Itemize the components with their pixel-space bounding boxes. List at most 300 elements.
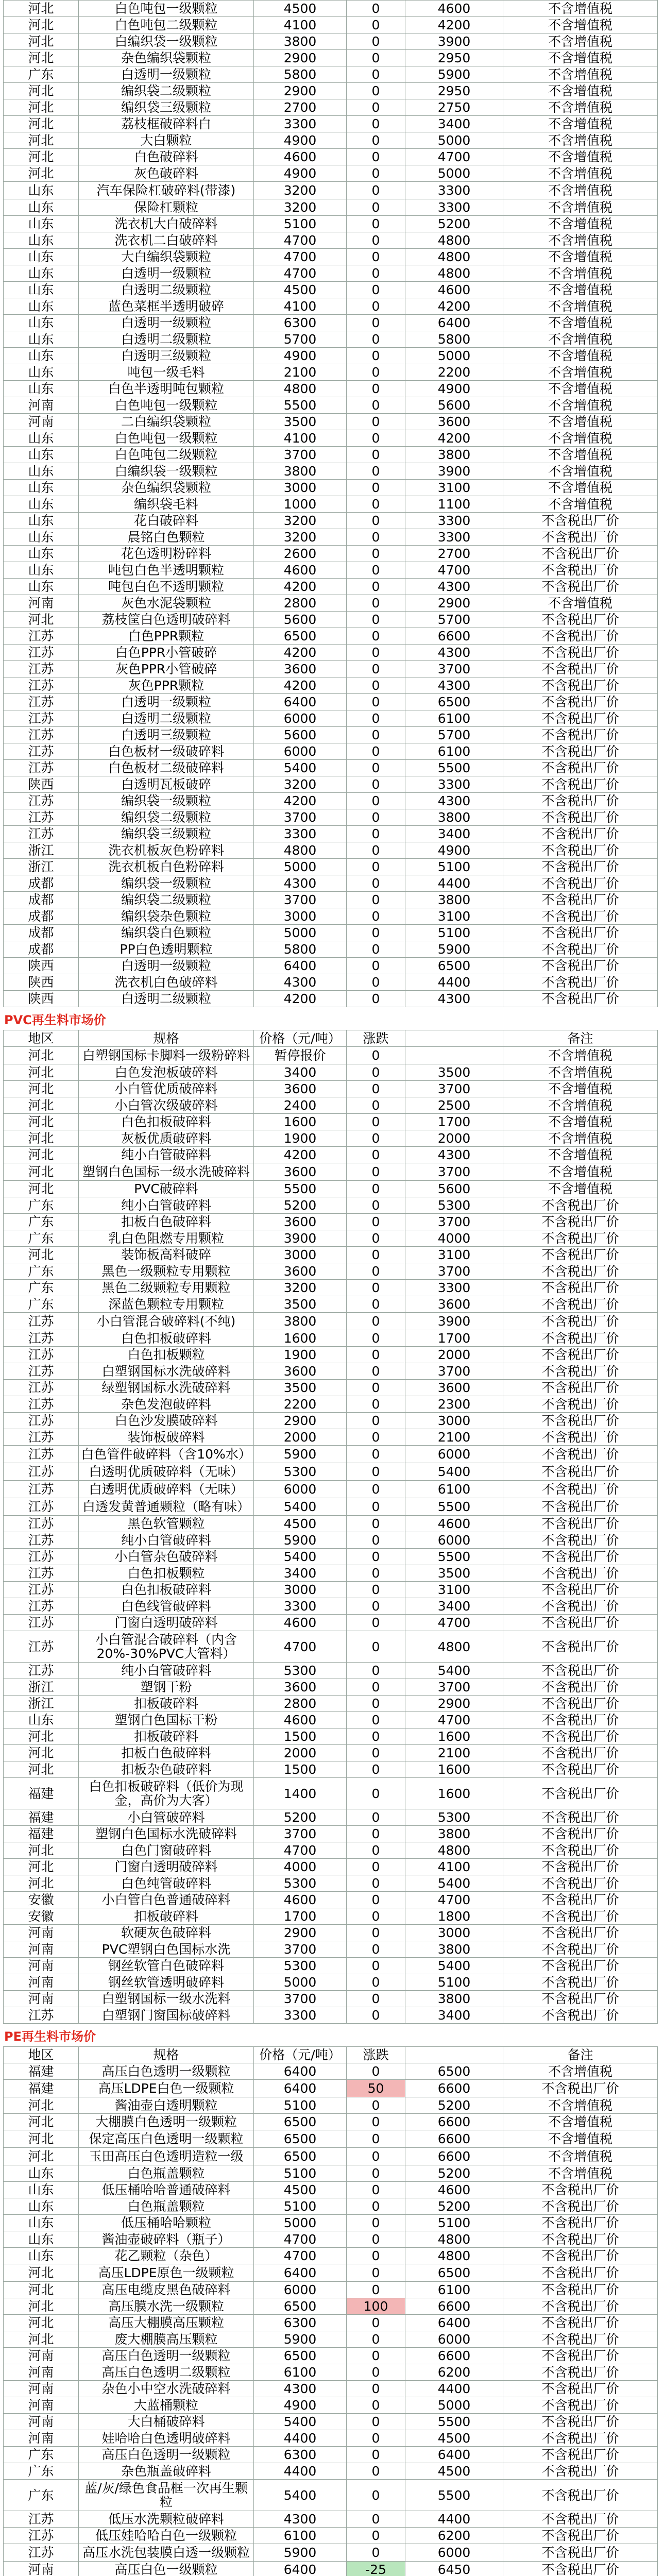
change-cell: 0: [347, 974, 405, 991]
region-cell: 江苏: [4, 2007, 79, 2024]
region-cell: 江苏: [4, 1396, 79, 1413]
spec-cell: 高压LDPE原色一级颗粒: [79, 2264, 254, 2282]
region-cell: 江苏: [4, 1631, 79, 1663]
price-high-cell: 6000: [405, 2544, 503, 2562]
remark-cell: 不含税出厂价: [503, 612, 658, 628]
spec-cell: 编织袋三级颗粒: [79, 99, 254, 116]
region-cell: 江苏: [4, 1330, 79, 1347]
region-cell: 河南: [4, 1974, 79, 1991]
remark-cell: 不含税出厂价: [503, 1380, 658, 1396]
price-high-cell: 4700: [405, 1615, 503, 1631]
change-cell: 0: [347, 941, 405, 958]
table-row: [4, 430, 658, 447]
price-cell: 5500: [254, 1181, 347, 1197]
remark-cell: 不含增值税: [503, 1097, 658, 1114]
change-cell: 0: [347, 1429, 405, 1446]
region-cell: 河北: [4, 33, 79, 50]
table-row: [4, 1826, 658, 1842]
column-header: [405, 1030, 503, 1047]
region-cell: 山东: [4, 282, 79, 298]
remark-cell: 不含税出厂价: [503, 1429, 658, 1446]
price-cell: 4300: [254, 974, 347, 991]
change-cell: 0: [347, 1565, 405, 1582]
change-cell: 0: [347, 1230, 405, 1247]
remark-cell: 不含税出厂价: [503, 809, 658, 826]
change-cell: 0: [347, 2463, 405, 2480]
spec-cell: 白编织袋一级颗粒: [79, 33, 254, 50]
region-cell: 广东: [4, 1214, 79, 1230]
remark-cell: 不含税出厂价: [503, 1463, 658, 1481]
spec-cell: 低压娃哈哈白色一级颗粒: [79, 2528, 254, 2544]
region-cell: 山东: [4, 562, 79, 579]
spec-cell: 高压白色透明一级颗粒: [79, 2447, 254, 2463]
region-cell: 江苏: [4, 677, 79, 694]
spec-cell: 白塑钢国标卡脚料一级粉碎料: [79, 1047, 254, 1064]
spec-cell: 白色门窗破碎料: [79, 1842, 254, 1859]
region-cell: 陕西: [4, 991, 79, 1007]
remark-cell: 不含税出厂价: [503, 826, 658, 842]
price-high-cell: 4800: [405, 249, 503, 265]
price-high-cell: 3300: [405, 513, 503, 529]
table-row: [4, 1712, 658, 1728]
table-row: [4, 1761, 658, 1778]
spec-cell: 白色吨包一级颗粒: [79, 1, 254, 17]
change-cell: 0: [347, 1064, 405, 1081]
spec-cell: 大蓝桶颗粒: [79, 2397, 254, 2414]
change-cell: 0: [347, 2397, 405, 2414]
change-cell: 50: [347, 2080, 405, 2097]
table-row: [4, 1745, 658, 1761]
remark-cell: 不含税出厂价: [503, 1446, 658, 1463]
remark-cell: 不含税出厂价: [503, 1396, 658, 1413]
region-cell: 江苏: [4, 1663, 79, 1679]
price-high-cell: 4200: [405, 430, 503, 447]
price-high-cell: 6500: [405, 958, 503, 974]
change-cell: 0: [347, 17, 405, 33]
remark-cell: 不含税出厂价: [503, 2480, 658, 2511]
region-cell: 河南: [4, 2348, 79, 2364]
change-cell: 0: [347, 430, 405, 447]
price-cell: 3000: [254, 1582, 347, 1598]
price-cell: 4900: [254, 165, 347, 182]
region-cell: 山东: [4, 430, 79, 447]
price-high-cell: 1600: [405, 1728, 503, 1745]
table-row: [4, 2447, 658, 2463]
spec-cell: 大白颗粒: [79, 132, 254, 149]
remark-cell: 不含税出厂价: [503, 1363, 658, 1380]
spec-cell: 白编织袋一级颗粒: [79, 463, 254, 480]
remark-cell: 不含增值税: [503, 1047, 658, 1064]
region-cell: 山东: [4, 2182, 79, 2198]
remark-cell: 不含税出厂价: [503, 2463, 658, 2480]
price-cell: 5200: [254, 1197, 347, 1214]
change-cell: 0: [347, 859, 405, 875]
price-high-cell: 2200: [405, 364, 503, 381]
spec-cell: 灰色PPR小管破碎: [79, 661, 254, 677]
price-high-cell: 4100: [405, 1859, 503, 1875]
price-high-cell: 2950: [405, 50, 503, 66]
region-cell: 河北: [4, 1842, 79, 1859]
change-cell: 0: [347, 1181, 405, 1197]
change-cell: 0: [347, 2130, 405, 2148]
region-cell: 江苏: [4, 661, 79, 677]
price-high-cell: 2300: [405, 1396, 503, 1413]
table-row: [4, 1481, 658, 1498]
table-row: [4, 1498, 658, 1516]
spec-cell: 编织袋二级颗粒: [79, 83, 254, 99]
change-cell: 0: [347, 1908, 405, 1925]
remark-cell: 不含税出厂价: [503, 727, 658, 743]
table-row: [4, 677, 658, 694]
remark-cell: 不含增值税: [503, 249, 658, 265]
price-cell: 1000: [254, 496, 347, 513]
remark-cell: 不含税出厂价: [503, 859, 658, 875]
price-high-cell: 5400: [405, 1875, 503, 1892]
remark-cell: 不含税出厂价: [503, 2182, 658, 2198]
price-high-cell: 6600: [405, 2130, 503, 2148]
table-row: [4, 2298, 658, 2315]
table-row: [4, 282, 658, 298]
price-high-cell: 5400: [405, 1463, 503, 1481]
remark-cell: 不含税出厂价: [503, 2381, 658, 2397]
spec-cell: 小白管次级破碎料: [79, 1097, 254, 1114]
remark-cell: 不含税出厂价: [503, 1413, 658, 1429]
spec-cell: 白色吨包二级颗粒: [79, 17, 254, 33]
table-row: [4, 1696, 658, 1712]
region-cell: 山东: [4, 315, 79, 331]
spec-cell: 灰色破碎料: [79, 165, 254, 182]
table-row: [4, 1958, 658, 1974]
change-cell: 0: [347, 727, 405, 743]
price-high-cell: 3000: [405, 1413, 503, 1429]
spec-cell: PVC塑钢白色国标水洗: [79, 1941, 254, 1958]
column-header: 规格: [79, 2047, 254, 2063]
spec-cell: 黑色软管颗粒: [79, 1516, 254, 1532]
table-row: [4, 1081, 658, 1097]
remark-cell: 不含增值税: [503, 99, 658, 116]
price-cell: 5200: [254, 1809, 347, 1826]
price-high-cell: 4700: [405, 1712, 503, 1728]
change-cell: 0: [347, 809, 405, 826]
spec-cell: 门窗白透明破碎料: [79, 1615, 254, 1631]
table-row: [4, 661, 658, 677]
price-cell: 3700: [254, 809, 347, 826]
remark-cell: 不含税出厂价: [503, 1859, 658, 1875]
region-cell: 浙江: [4, 1679, 79, 1696]
region-cell: 山东: [4, 579, 79, 595]
table-row: [4, 17, 658, 33]
change-cell: 0: [347, 463, 405, 480]
price-cell: 3600: [254, 1163, 347, 1181]
table-row: [4, 149, 658, 165]
price-cell: 2800: [254, 595, 347, 612]
price-cell: 4700: [254, 265, 347, 282]
table-row: [4, 1064, 658, 1081]
remark-cell: 不含增值税: [503, 216, 658, 232]
table-row: [4, 1247, 658, 1263]
price-cell: 3000: [254, 908, 347, 925]
region-cell: 河北: [4, 50, 79, 66]
remark-cell: 不含税出厂价: [503, 2562, 658, 2576]
table-row: [4, 628, 658, 645]
price-cell: 2800: [254, 1696, 347, 1712]
price-high-cell: 3700: [405, 1363, 503, 1380]
price-high-cell: 6600: [405, 2114, 503, 2130]
change-cell: 0: [347, 1081, 405, 1097]
price-high-cell: 4300: [405, 677, 503, 694]
remark-cell: 不含税出厂价: [503, 1582, 658, 1598]
change-cell: 0: [347, 1712, 405, 1728]
remark-cell: 不含税出厂价: [503, 1532, 658, 1549]
price-high-cell: 5900: [405, 66, 503, 83]
table-row: [4, 1429, 658, 1446]
price-cell: 3700: [254, 447, 347, 463]
change-cell: 0: [347, 1313, 405, 1330]
price-cell: 6300: [254, 2447, 347, 2463]
price-cell: 6400: [254, 2264, 347, 2282]
spec-cell: 白色板材二级破碎料: [79, 760, 254, 776]
price-high-cell: 2000: [405, 1130, 503, 1147]
change-cell: 0: [347, 2447, 405, 2463]
region-cell: 福建: [4, 1778, 79, 1809]
region-cell: 山东: [4, 381, 79, 397]
remark-cell: 不含增值税: [503, 2130, 658, 2148]
change-cell: 0: [347, 1728, 405, 1745]
price-high-cell: 5300: [405, 1197, 503, 1214]
price-high-cell: 6450: [405, 2562, 503, 2576]
price-cell: 3300: [254, 1598, 347, 1615]
spec-cell: 花乙颗粒（杂色）: [79, 2248, 254, 2264]
table-row: [4, 1380, 658, 1396]
remark-cell: 不含税出厂价: [503, 1598, 658, 1615]
price-table-pe: [3, 2046, 658, 2576]
region-cell: 江苏: [4, 694, 79, 710]
price-cell: 6100: [254, 2364, 347, 2381]
table-row: [4, 579, 658, 595]
change-cell: 0: [347, 1696, 405, 1712]
change-cell: 0: [347, 529, 405, 546]
remark-cell: 不含税出厂价: [503, 991, 658, 1007]
change-cell: 0: [347, 83, 405, 99]
table-row: [4, 1347, 658, 1363]
change-cell: 0: [347, 1114, 405, 1130]
price-cell: 3600: [254, 1214, 347, 1230]
change-cell: 0: [347, 50, 405, 66]
price-high-cell: 2900: [405, 1696, 503, 1712]
remark-cell: 不含税出厂价: [503, 1958, 658, 1974]
spec-cell: 黑色二级颗粒专用颗粒: [79, 1280, 254, 1296]
price-high-cell: 4800: [405, 265, 503, 282]
price-cell: 暂停报价: [254, 1047, 347, 1064]
table-row: [4, 875, 658, 892]
price-high-cell: 6100: [405, 743, 503, 760]
remark-cell: 不含增值税: [503, 1114, 658, 1130]
remark-cell: 不含税出厂价: [503, 760, 658, 776]
change-cell: 0: [347, 116, 405, 132]
price-high-cell: 2500: [405, 1097, 503, 1114]
price-high-cell: 4600: [405, 1, 503, 17]
region-cell: 河南: [4, 2414, 79, 2430]
section-title-pvc: PVC再生料市场价: [4, 1013, 106, 1027]
spec-cell: 灰板优质破碎料: [79, 1130, 254, 1147]
price-high-cell: 3800: [405, 1941, 503, 1958]
price-high-cell: 5500: [405, 760, 503, 776]
spec-cell: 小白管优质破碎料: [79, 1081, 254, 1097]
spec-cell: 高压白色透明一级颗粒: [79, 2348, 254, 2364]
table-row: [4, 595, 658, 612]
change-cell: 0: [347, 1296, 405, 1313]
region-cell: 江苏: [4, 793, 79, 809]
spec-cell: 编织袋二级颗粒: [79, 809, 254, 826]
remark-cell: 不含增值税: [503, 33, 658, 50]
price-high-cell: 4200: [405, 17, 503, 33]
price-high-cell: 1600: [405, 1761, 503, 1778]
price-high-cell: 3400: [405, 116, 503, 132]
table-row: [4, 991, 658, 1007]
change-cell: 0: [347, 826, 405, 842]
change-cell: 0: [347, 1280, 405, 1296]
region-cell: 江苏: [4, 760, 79, 776]
spec-cell: 编织袋白色颗粒: [79, 925, 254, 941]
remark-cell: 不含税出厂价: [503, 2215, 658, 2231]
spec-cell: 白色发泡板破碎料: [79, 1064, 254, 1081]
price-high-cell: 3100: [405, 1247, 503, 1263]
change-cell: 0: [347, 397, 405, 414]
region-cell: 山东: [4, 182, 79, 199]
remark-cell: 不含税出厂价: [503, 1991, 658, 2007]
change-cell: 0: [347, 2315, 405, 2331]
change-cell: 0: [347, 216, 405, 232]
region-cell: 山东: [4, 199, 79, 216]
table-row: [4, 199, 658, 216]
remark-cell: 不含税出厂价: [503, 2414, 658, 2430]
change-cell: 0: [347, 298, 405, 315]
spec-cell: 扣板杂色破碎料: [79, 1761, 254, 1778]
change-cell: 0: [347, 1679, 405, 1696]
spec-cell: 深蓝色颗粒专用颗粒: [79, 1296, 254, 1313]
price-cell: 5700: [254, 331, 347, 348]
column-header: 规格: [79, 1030, 254, 1047]
region-cell: 山东: [4, 2198, 79, 2215]
price-cell: 4900: [254, 132, 347, 149]
spec-cell: 白透明一级颗粒: [79, 958, 254, 974]
price-high-cell: 3700: [405, 1263, 503, 1280]
price-cell: 2900: [254, 1925, 347, 1941]
price-cell: 3200: [254, 776, 347, 793]
remark-cell: 不含增值税: [503, 1130, 658, 1147]
table-row: [4, 1263, 658, 1280]
region-cell: 福建: [4, 1826, 79, 1842]
remark-cell: 不含增值税: [503, 447, 658, 463]
remark-cell: 不含增值税: [503, 1147, 658, 1163]
price-cell: 4400: [254, 2430, 347, 2447]
price-high-cell: 5100: [405, 859, 503, 875]
price-high-cell: 4300: [405, 579, 503, 595]
price-cell: 3800: [254, 1313, 347, 1330]
change-cell: 0: [347, 331, 405, 348]
remark-cell: 不含税出厂价: [503, 1615, 658, 1631]
change-cell: 0: [347, 2231, 405, 2248]
price-cell: 1600: [254, 1114, 347, 1130]
change-cell: 0: [347, 1130, 405, 1147]
table-row: [4, 2182, 658, 2198]
price-high-cell: 5200: [405, 2097, 503, 2114]
change-cell: 0: [347, 1778, 405, 1809]
remark-cell: 不含税出厂价: [503, 892, 658, 908]
table-row: [4, 2080, 658, 2097]
region-cell: 广东: [4, 2447, 79, 2463]
price-cell: 6000: [254, 1481, 347, 1498]
table-row: [4, 99, 658, 116]
price-cell: 2700: [254, 99, 347, 116]
price-cell: 5300: [254, 1463, 347, 1481]
price-high-cell: 2950: [405, 83, 503, 99]
change-cell: 0: [347, 2148, 405, 2165]
price-high-cell: 5000: [405, 2397, 503, 2414]
price-cell: 4500: [254, 1, 347, 17]
table-row: [4, 2130, 658, 2148]
region-cell: 山东: [4, 331, 79, 348]
table-row: [4, 1214, 658, 1230]
price-cell: 6500: [254, 628, 347, 645]
table-row: [4, 480, 658, 496]
price-cell: 2100: [254, 364, 347, 381]
price-high-cell: 2900: [405, 595, 503, 612]
remark-cell: 不含税出厂价: [503, 1565, 658, 1582]
price-cell: 4300: [254, 875, 347, 892]
spec-cell: 高压大棚膜高压颗粒: [79, 2315, 254, 2331]
change-cell: 0: [347, 2097, 405, 2114]
spec-cell: 白透明优质破碎料（无味）: [79, 1463, 254, 1481]
price-high-cell: 5100: [405, 2215, 503, 2231]
price-cell: 4700: [254, 1842, 347, 1859]
spec-cell: 花白破碎料: [79, 513, 254, 529]
spec-cell: 白色破碎料: [79, 149, 254, 165]
change-cell: 0: [347, 480, 405, 496]
region-cell: 安徽: [4, 1892, 79, 1908]
region-cell: 山东: [4, 298, 79, 315]
remark-cell: 不含税出厂价: [503, 1347, 658, 1363]
region-cell: 山东: [4, 2165, 79, 2182]
remark-cell: 不含增值税: [503, 116, 658, 132]
spec-cell: 白塑钢国标一级水洗料: [79, 1991, 254, 2007]
price-high-cell: 3400: [405, 2007, 503, 2024]
spec-cell: 白色扣板破碎料: [79, 1582, 254, 1598]
table-row: [4, 529, 658, 546]
change-cell: 0: [347, 364, 405, 381]
table-row: [4, 1582, 658, 1598]
price-high-cell: 4400: [405, 2511, 503, 2528]
change-cell: 0: [347, 1363, 405, 1380]
remark-cell: 不含税出厂价: [503, 1826, 658, 1842]
remark-cell: 不含增值税: [503, 381, 658, 397]
table-row: [4, 1396, 658, 1413]
price-high-cell: 5400: [405, 1958, 503, 1974]
spec-cell: 纯小白管破碎料: [79, 1663, 254, 1679]
remark-cell: 不含税出厂价: [503, 1481, 658, 1498]
price-high-cell: 4500: [405, 2463, 503, 2480]
table-row: [4, 1446, 658, 1463]
price-high-cell: 1100: [405, 496, 503, 513]
table-row: [4, 1313, 658, 1330]
remark-cell: 不含税出厂价: [503, 1313, 658, 1330]
price-high-cell: 6000: [405, 1446, 503, 1463]
table-row: [4, 1097, 658, 1114]
spec-cell: 装饰板高料破碎: [79, 1247, 254, 1263]
price-high-cell: 5200: [405, 2165, 503, 2182]
region-cell: 江苏: [4, 1516, 79, 1532]
remark-cell: 不含税出厂价: [503, 925, 658, 941]
